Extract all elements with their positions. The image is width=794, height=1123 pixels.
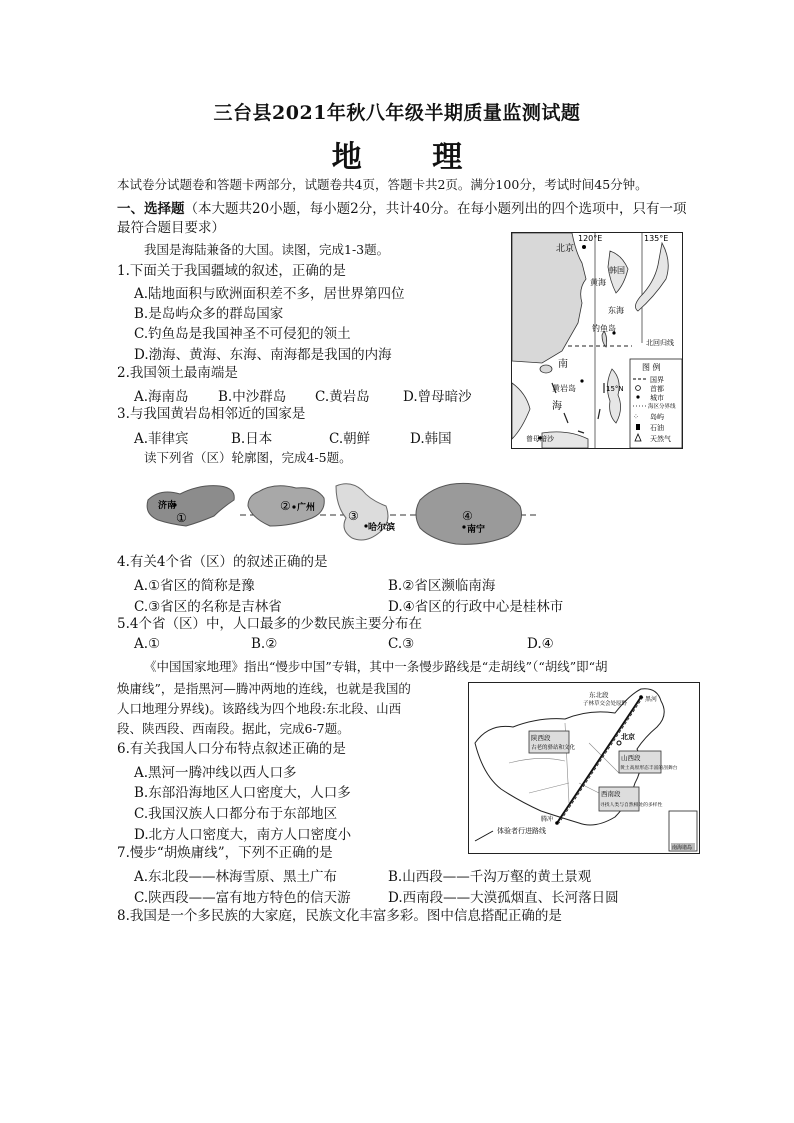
exam-title: 三台县2021年秋八年级半期质量监测试题	[213, 102, 581, 124]
q3-option-b: B.日本	[231, 431, 273, 447]
heihe-dot	[639, 695, 643, 699]
label-15n: 15°N	[606, 385, 624, 393]
province-outlines-figure	[140, 478, 540, 550]
label-northeast-desc: 子林草交会处原野	[583, 701, 628, 707]
q6-option-d: D.北方人口密度大，南方人口密度小	[134, 827, 352, 843]
label-135e: 135°E	[644, 234, 669, 243]
province-2-number: ②	[280, 499, 291, 513]
subject-title: 地 理	[331, 140, 493, 175]
q4-option-a: A.①省区的简称是豫	[134, 578, 255, 594]
china-territory-map	[511, 232, 683, 449]
exam-instructions: 本试卷分试题卷和答题卡两部分，试题卷共4页，答题卡共2页。满分100分，考试时间45分钟。	[117, 177, 648, 192]
legend-boundary: 国界	[650, 376, 664, 384]
q7-option-c: C.陕西段——富有地方特色的信天游	[134, 890, 351, 906]
route-legend-line	[475, 831, 493, 841]
legend-island-symbol: ⁘	[633, 413, 639, 421]
q5-option-b: B.②	[251, 636, 278, 652]
q2-option-c: C.黄岩岛	[315, 389, 370, 405]
label-120e: 120°E	[578, 234, 603, 243]
q1-stem: 1.下面关于我国疆域的叙述，正确的是	[117, 263, 346, 279]
section-header	[117, 200, 686, 218]
q1-option-d: D.渤海、黄海、东海、南海都是我国的内海	[134, 347, 392, 363]
q4-option-c: C.③省区的名称是吉林省	[134, 599, 282, 615]
territory-map-svg	[512, 233, 682, 448]
province-3-number: ③	[348, 509, 359, 523]
intro-q6-7-line4: 段、陕西段、西南段。据此，完成6-7题。	[117, 721, 350, 736]
indochina-coast	[512, 383, 530, 439]
q3-option-a: A.菲律宾	[134, 431, 189, 447]
label-southwest-desc: 寻找人类与自然相处的多样性	[600, 803, 663, 808]
legend-title: 图 例	[642, 363, 661, 372]
q3-option-c: C.朝鲜	[329, 431, 371, 447]
q3-stem: 3.与我国黄岩岛相邻近的国家是	[117, 406, 306, 422]
label-east-sea: 东海	[608, 306, 624, 315]
label-tengchong: 腾冲	[541, 816, 554, 823]
huangyan-dot	[580, 379, 583, 382]
label-southwest: 西南段	[601, 790, 621, 798]
label-shanxi: 山西段	[621, 754, 641, 762]
legend-city: 城市	[650, 394, 664, 402]
q1-option-c: C.钓鱼岛是我国神圣不可侵犯的领土	[134, 326, 351, 342]
label-yellow-sea: 黄海	[590, 278, 606, 287]
province-outlines-svg	[140, 478, 540, 550]
q4-option-d: D.④省区的行政中心是桂林市	[388, 599, 564, 615]
label-heihe: 黑河	[645, 696, 658, 703]
province-4-capital-dot	[462, 525, 465, 528]
intro-q4-5: 读下列省（区）轮廓图，完成4-5题。	[144, 450, 352, 465]
q5-option-d: D.④	[527, 636, 554, 652]
legend-city-symbol	[636, 395, 639, 398]
q6-option-a: A.黑河一腾冲线以西人口多	[134, 765, 297, 781]
q1-option-b: B.是岛屿众多的群岛国家	[134, 306, 284, 322]
q6-option-b: B.东部沿海地区人口密度大，人口多	[134, 785, 351, 801]
label-route: 体验者行进路线	[497, 827, 546, 835]
q1-option-a: A.陆地面积与欧洲面积差不多，居世界第四位	[134, 286, 405, 302]
q3-option-d: D.韩国	[410, 431, 452, 447]
section-desc: （本大题共20小题，每小题2分，共计40分。在每小题列出的四个选项中，只有一项	[184, 201, 687, 217]
province-1-number: ①	[176, 511, 187, 525]
q5-option-c: C.③	[388, 636, 415, 652]
label-beijing: 北京	[556, 244, 575, 254]
label-shanxi-desc: 黄土高原形态丰富的剖舞台	[620, 766, 678, 771]
q6-stem: 6.有关我国人口分布特点叙述正确的是	[117, 741, 346, 757]
label-tropic: 北回归线	[646, 339, 674, 347]
hu-line-map-svg	[469, 683, 699, 853]
intro-q6-7-line2: 焕庸线”，是指黑河—腾冲两地的连线，也就是我国的	[117, 681, 411, 696]
beijing-dot	[582, 245, 586, 249]
label-diaoyu: 钓鱼岛	[592, 324, 616, 333]
legend-oil: 石油	[650, 424, 664, 432]
label-zengmu: 曾母暗沙	[526, 435, 554, 443]
province-4-number: ④	[462, 509, 473, 523]
label-northeast: 东北段	[589, 691, 609, 699]
province-1-city: 济南	[158, 501, 177, 511]
intro-q1-3: 我国是海陆兼备的大国。读图，完成1-3题。	[144, 242, 390, 257]
hainan-island	[540, 365, 552, 373]
label-shaanxi: 陕西段	[531, 734, 551, 742]
province-2-city: 广州	[297, 503, 316, 513]
label-sea: 海	[552, 401, 562, 412]
section-desc-2: 最符合题目要求）	[117, 220, 225, 236]
province-2-capital-dot	[292, 505, 295, 508]
hu-line-map	[468, 682, 700, 854]
q4-option-b: B.②省区濒临南海	[388, 578, 496, 594]
province-4-city: 南宁	[467, 525, 486, 535]
q2-option-d: D.曾母暗沙	[403, 389, 472, 405]
taiwan-island	[602, 331, 607, 347]
philippines-islands	[607, 369, 620, 423]
q5-option-a: A.①	[134, 636, 161, 652]
q7-option-a: A.东北段——林海雪原、黑土广布	[134, 869, 338, 885]
q6-option-c: C.我国汉族人口都分布于东部地区	[134, 806, 338, 822]
china-mainland	[512, 233, 586, 363]
legend-sea-boundary: 海区分界线	[648, 404, 676, 410]
q7-stem: 7.慢步“胡焕庸线”，下列不正确的是	[117, 845, 333, 861]
tengchong-dot	[555, 821, 559, 825]
intro-q6-7-line3: 人口地理分界线)。该路线为四个地段:东北段、山西	[117, 701, 402, 716]
q2-option-b: B.中沙群岛	[218, 389, 287, 405]
q5-stem: 5.4个省（区）中，人口最多的少数民族主要分布在	[117, 616, 422, 632]
label-inset: 南海诸岛	[672, 845, 693, 851]
intro-q6-7-line1: 《中国国家地理》指出“慢步中国”专辑，其中一条慢步路线是“走胡线”（“胡线”即“胡	[144, 659, 608, 674]
legend-oil-symbol	[636, 424, 640, 430]
legend-capital: 首都	[650, 385, 664, 393]
q8-stem: 8.我国是一个多民族的大家庭，民族文化丰富多彩。图中信息搭配正确的是	[117, 908, 562, 924]
label-huangyan: 黄岩岛	[552, 384, 576, 393]
q7-option-d: D.西南段——大漠孤烟直、长河落日圆	[388, 890, 619, 906]
legend-gas: 天然气	[650, 435, 671, 443]
legend-island: 岛屿	[650, 413, 664, 421]
label-beijing-2: 北京	[621, 733, 635, 741]
section-label: 一、选择题	[117, 201, 185, 217]
label-south: 南	[558, 359, 568, 370]
province-3-city: 哈尔滨	[368, 523, 396, 533]
q2-stem: 2.我国领土最南端是	[117, 365, 238, 381]
label-korea: 韩国	[609, 266, 625, 275]
japan-islands	[635, 243, 668, 311]
q4-stem: 4.有关4个省（区）的叙述正确的是	[117, 554, 328, 570]
q2-option-a: A.海南岛	[134, 389, 189, 405]
label-shaanxi-desc: 古老的驿站和文化	[531, 745, 576, 751]
q7-option-b: B.山西段——千沟万壑的黄土景观	[388, 869, 592, 885]
